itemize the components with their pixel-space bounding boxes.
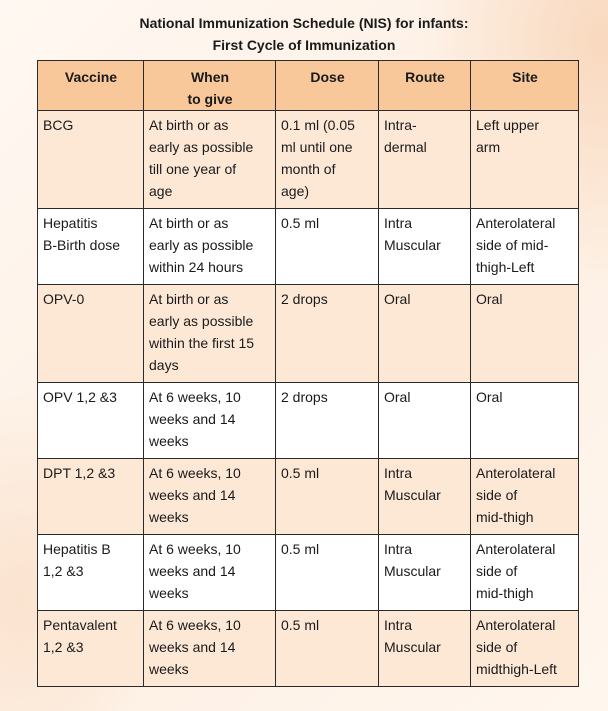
cell-text-line: 2 drops [281,389,328,405]
cell-when [144,383,276,459]
cell-route [379,459,471,535]
table-row [38,459,579,535]
cell-text-line: age [149,183,173,199]
table-body [38,111,579,687]
cell-when [144,209,276,285]
cell-text-line: thigh-Left [476,259,535,275]
table-row [38,209,579,285]
cell-text-line: Oral [384,291,411,307]
cell-text-line: midthigh-Left [476,661,557,677]
cell-text-line: Oral [476,291,503,307]
cell-site [471,535,579,611]
cell-text-line: At birth or as [149,117,229,133]
cell-text-line: side of [476,487,518,503]
cell-dose [276,535,379,611]
cell-text-line: Left upper [476,117,540,133]
table-row [38,611,579,687]
cell-dose [276,209,379,285]
cell-text-line: 0.5 ml [281,617,320,633]
cell-text-line: 0.5 ml [281,215,320,231]
cell-text-line: At 6 weeks, 10 [149,541,241,557]
cell-text-line: Anterolateral [476,541,556,557]
cell-text-line: OPV 1,2 &3 [43,389,117,405]
cell-route [379,383,471,459]
immunization-schedule-table [37,60,579,687]
cell-site [471,383,579,459]
cell-text-line: Intra [384,465,413,481]
cell-when [144,111,276,209]
cell-text-line: Oral [384,389,411,405]
cell-text-line: mid-thigh [476,585,534,601]
cell-text-line: OPV-0 [43,291,85,307]
cell-vaccine [38,535,144,611]
header-site: Site [471,61,579,111]
cell-text-line: Muscular [384,639,441,655]
document-subtitle: First Cycle of Immunization [212,37,396,53]
cell-text-line: weeks [149,433,189,449]
cell-text-line: weeks and 14 [149,639,236,655]
cell-text-line: weeks [149,585,189,601]
cell-text-line: DPT 1,2 &3 [43,465,116,481]
cell-vaccine [38,383,144,459]
cell-text-line: B-Birth dose [43,237,121,253]
cell-text-line: Anterolateral [476,215,556,231]
cell-site [471,209,579,285]
header-vaccine: Vaccine [38,61,144,111]
cell-text-line: ml until one [281,139,353,155]
cell-text-line: early as possible [149,139,254,155]
cell-text-line: till one year of [149,161,237,177]
table-row [38,535,579,611]
table-row [38,111,579,209]
cell-text-line: arm [476,139,501,155]
document-title: National Immunization Schedule (NIS) for infants: [139,15,469,31]
cell-when [144,285,276,383]
cell-text-line: Anterolateral [476,465,556,481]
cell-text-line: At birth or as [149,291,229,307]
cell-text-line: BCG [43,117,74,133]
cell-text-line: weeks [149,509,189,525]
cell-text-line: 2 drops [281,291,328,307]
cell-text-line: within 24 hours [149,259,244,275]
cell-site [471,459,579,535]
cell-text-line: Intra- [384,117,417,133]
header-when-line1: When [190,69,230,85]
cell-text-line: weeks and 14 [149,411,236,427]
cell-site [471,611,579,687]
table-row [38,383,579,459]
cell-vaccine [38,459,144,535]
cell-dose [276,383,379,459]
header-when [144,61,276,111]
cell-text-line: Muscular [384,487,441,503]
cell-dose [276,611,379,687]
cell-dose [276,459,379,535]
cell-text-line: 0.1 ml (0.05 [281,117,355,133]
cell-text-line: Anterolateral [476,617,556,633]
cell-text-line: weeks and 14 [149,487,236,503]
cell-text-line: Pentavalent [43,617,117,633]
cell-text-line: mid-thigh [476,509,534,525]
cell-site [471,111,579,209]
cell-text-line: 1,2 &3 [43,563,84,579]
header-when-line2: to give [187,91,233,107]
cell-text-line: 1,2 &3 [43,639,84,655]
cell-text-line: Intra [384,541,413,557]
cell-vaccine [38,209,144,285]
cell-text-line: early as possible [149,313,254,329]
cell-text-line: Intra [384,215,413,231]
cell-route [379,611,471,687]
cell-text-line: At 6 weeks, 10 [149,389,241,405]
cell-text-line: Intra [384,617,413,633]
cell-route [379,111,471,209]
cell-vaccine [38,611,144,687]
cell-text-line: within the first 15 [149,335,255,351]
cell-vaccine [38,285,144,383]
cell-text-line: dermal [384,139,427,155]
cell-route [379,535,471,611]
header-route: Route [379,61,471,111]
cell-text-line: weeks [149,661,189,677]
cell-text-line: days [149,357,179,373]
cell-text-line: age) [281,183,310,199]
cell-dose [276,111,379,209]
cell-text-line: 0.5 ml [281,541,320,557]
cell-text-line: Muscular [384,237,441,253]
header-dose: Dose [276,61,379,111]
cell-text-line: At birth or as [149,215,229,231]
cell-dose [276,285,379,383]
cell-vaccine [38,111,144,209]
cell-when [144,611,276,687]
cell-text-line: Oral [476,389,503,405]
cell-text-line: side of [476,639,518,655]
cell-text-line: 0.5 ml [281,465,320,481]
cell-text-line: side of [476,563,518,579]
cell-text-line: month of [281,161,336,177]
cell-text-line: At 6 weeks, 10 [149,465,241,481]
cell-when [144,459,276,535]
table-row [38,285,579,383]
cell-text-line: Muscular [384,563,441,579]
cell-text-line: Hepatitis [43,215,98,231]
cell-route [379,209,471,285]
cell-text-line: At 6 weeks, 10 [149,617,241,633]
table-header-row [38,61,579,111]
cell-site [471,285,579,383]
cell-text-line: early as possible [149,237,254,253]
cell-route [379,285,471,383]
cell-text-line: side of mid- [476,237,549,253]
cell-when [144,535,276,611]
cell-text-line: weeks and 14 [149,563,236,579]
cell-text-line: Hepatitis B [43,541,111,557]
